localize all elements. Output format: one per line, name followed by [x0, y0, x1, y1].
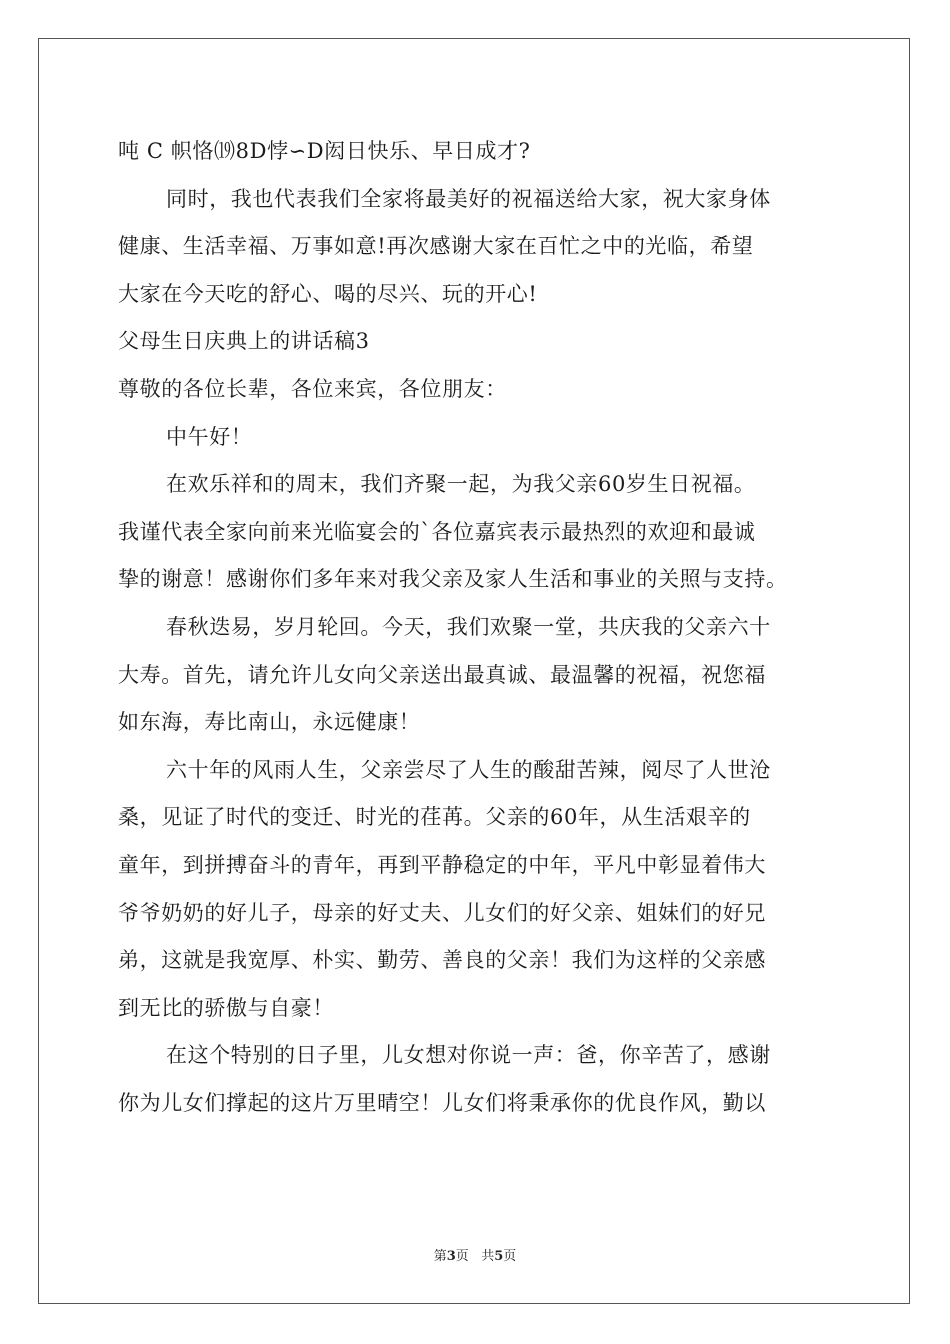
- text-line: 弟，这就是我宽厚、朴实、勤劳、善良的父亲！我们为这样的父亲感: [118, 948, 766, 973]
- text-line: 健康、生活幸福、万事如意!再次感谢大家在百忙之中的光临，希望: [118, 234, 754, 259]
- text-line: 春秋迭易，岁月轮回。今天，我们欢聚一堂，共庆我的父亲六十: [166, 614, 771, 639]
- page-footer: [0, 1248, 950, 1266]
- text-line: 在这个特别的日子里，儿女想对你说一声：爸，你辛苦了，感谢: [166, 1043, 771, 1068]
- text-line: 大寿。首先，请允许儿女向父亲送出最真诚、最温馨的祝福，祝您福: [118, 662, 766, 687]
- text-line: 大家在今天吃的舒心、喝的尽兴、玩的开心!: [118, 281, 538, 306]
- text-line: 如东海，寿比南山，永远健康！: [118, 710, 421, 735]
- text-line: 吨 C 帜恪⒆8D悖∽D闳日快乐、早日成才?: [118, 139, 531, 163]
- text-line: 中午好！: [166, 424, 253, 449]
- total-label-suffix: 页: [503, 1249, 517, 1264]
- text-line: 挚的谢意！感谢你们多年来对我父亲及家人生活和事业的关照与支持。: [118, 567, 788, 592]
- text-line: 在欢乐祥和的周末，我们齐聚一起，为我父亲60岁生日祝福。: [166, 472, 756, 497]
- text-line: 爷爷奶奶的好儿子，母亲的好丈夫、儿女们的好父亲、姐妹们的好兄: [118, 900, 766, 925]
- text-line: 童年，到拼搏奋斗的青年，再到平静稳定的中年，平凡中彰显着伟大: [118, 852, 766, 877]
- total-pages: 5: [494, 1249, 504, 1264]
- text-line: 尊敬的各位长辈，各位来宾，各位朋友：: [118, 376, 507, 401]
- text-line: 桑，见证了时代的变迁、时光的荏苒。父亲的60年，从生活艰辛的: [118, 805, 751, 830]
- text-line: 六十年的风雨人生，父亲尝尽了人生的酸甜苦辣，阅尽了人世沧: [166, 757, 771, 782]
- text-line: 同时，我也代表我们全家将最美好的祝福送给大家，祝大家身体: [166, 186, 771, 211]
- page-label-suffix: 页: [455, 1249, 469, 1264]
- page-number: 3: [446, 1249, 456, 1264]
- text-line: 父母生日庆典上的讲话稿3: [118, 329, 370, 354]
- page-label-prefix: 第: [433, 1249, 447, 1264]
- document-body: [118, 128, 838, 1127]
- text-line: 我谨代表全家向前来光临宴会的`各位嘉宾表示最热烈的欢迎和最诚: [118, 519, 756, 544]
- text-line: 到无比的骄傲与自豪！: [118, 995, 334, 1020]
- total-label-prefix: 共: [481, 1249, 495, 1264]
- text-line: 你为儿女们撑起的这片万里晴空！儿女们将秉承你的优良作风，勤以: [118, 1090, 766, 1115]
